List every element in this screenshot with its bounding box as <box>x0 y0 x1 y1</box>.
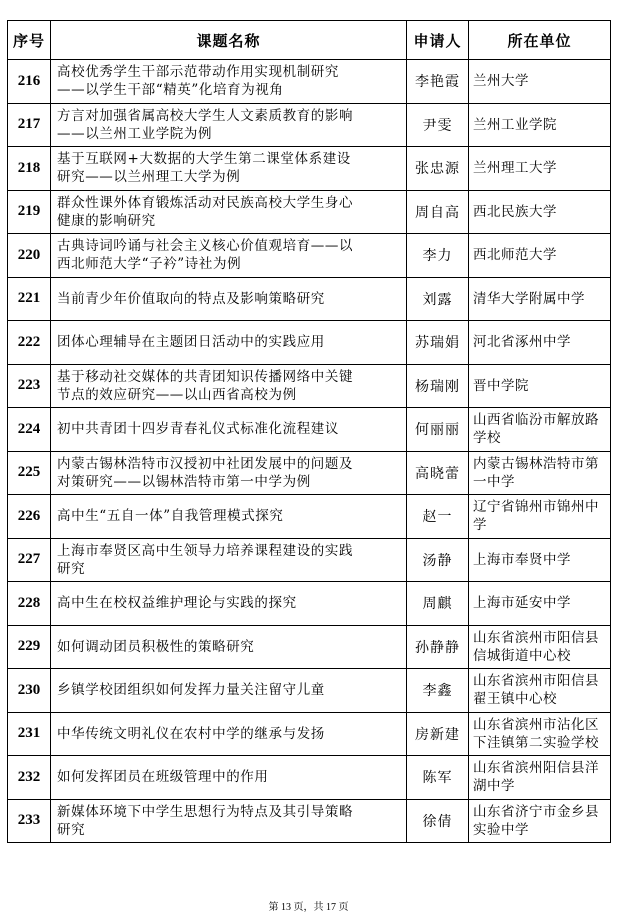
table-row <box>8 712 611 756</box>
affiliation-unit: 上海市奉贤中学 <box>469 538 611 582</box>
affiliation-unit: 山东省滨州市阳信县信城街道中心校 <box>469 625 611 669</box>
applicant-name: 苏瑞娟 <box>407 321 469 365</box>
table-row <box>8 582 611 626</box>
row-number: 233 <box>8 799 51 843</box>
project-title-line: 如何发挥团员在班级管理中的作用 <box>57 769 269 786</box>
project-title-line: ——以学生干部“精英”化培育为视角 <box>57 82 284 99</box>
affiliation-unit: 兰州理工大学 <box>469 147 611 191</box>
project-title-line: 研究 <box>57 821 86 838</box>
row-number: 223 <box>8 364 51 408</box>
table-row <box>8 451 611 495</box>
affiliation-unit: 山东省济宁市金乡县实验中学 <box>469 799 611 843</box>
project-title-line: 内蒙古锡林浩特市汉授初中社团发展中的问题及 <box>57 455 354 472</box>
applicant-name: 赵一 <box>407 495 469 539</box>
project-title-line: 上海市奉贤区高中生领导力培养课程建设的实践 <box>57 542 354 559</box>
table-row <box>8 408 611 452</box>
affiliation-unit: 山东省滨州市阳信县翟王镇中心校 <box>469 669 611 713</box>
applicant-name: 孙静静 <box>407 625 469 669</box>
affiliation-unit: 晋中学院 <box>469 364 611 408</box>
project-title <box>51 582 407 626</box>
project-title-line: 当前青少年价值取向的特点及影响策略研究 <box>57 290 325 307</box>
project-title <box>51 364 407 408</box>
table-row <box>8 625 611 669</box>
row-number: 232 <box>8 756 51 800</box>
applicant-name: 房新建 <box>407 712 469 756</box>
applicant-name: 徐倩 <box>407 799 469 843</box>
project-title <box>51 451 407 495</box>
table-row <box>8 756 611 800</box>
applicant-name: 高晓蕾 <box>407 451 469 495</box>
table-row <box>8 799 611 843</box>
header-no: 序号 <box>8 21 51 60</box>
project-title <box>51 147 407 191</box>
row-number: 231 <box>8 712 51 756</box>
affiliation-unit: 西北民族大学 <box>469 190 611 234</box>
project-title-line: 高中生在校权益维护理论与实践的探究 <box>57 595 297 612</box>
affiliation-unit: 辽宁省锦州市锦州中学 <box>469 495 611 539</box>
applicant-name: 李力 <box>407 234 469 278</box>
applicant-name: 李艳霞 <box>407 60 469 104</box>
row-number: 226 <box>8 495 51 539</box>
project-title <box>51 625 407 669</box>
affiliation-unit: 兰州大学 <box>469 60 611 104</box>
header-applicant: 申请人 <box>407 21 469 60</box>
affiliation-unit: 内蒙古锡林浩特市第一中学 <box>469 451 611 495</box>
applicant-name: 刘露 <box>407 277 469 321</box>
table-row <box>8 321 611 365</box>
project-title <box>51 712 407 756</box>
project-title-line: 研究 <box>57 560 86 577</box>
affiliation-unit: 兰州工业学院 <box>469 103 611 147</box>
project-title <box>51 538 407 582</box>
affiliation-unit: 河北省涿州中学 <box>469 321 611 365</box>
project-title-line: 初中共青团十四岁青春礼仪式标准化流程建议 <box>57 421 339 438</box>
project-title-line: 古典诗词吟诵与社会主义核心价值观培育——以 <box>57 238 354 255</box>
row-number: 229 <box>8 625 51 669</box>
row-number: 217 <box>8 103 51 147</box>
project-title-line: 节点的效应研究——以山西省高校为例 <box>57 386 297 403</box>
project-title <box>51 408 407 452</box>
project-title-line: 团体心理辅导在主题团日活动中的实践应用 <box>57 334 325 351</box>
applicant-name: 杨瑞刚 <box>407 364 469 408</box>
project-title-line: 基于互联网+大数据的大学生第二课堂体系建设 <box>57 151 351 168</box>
applicant-name: 尹雯 <box>407 103 469 147</box>
affiliation-unit: 清华大学附属中学 <box>469 277 611 321</box>
table-row <box>8 364 611 408</box>
applicant-name: 李鑫 <box>407 669 469 713</box>
table-row <box>8 495 611 539</box>
project-title-line: 新媒体环境下中学生思想行为特点及其引导策略 <box>57 803 354 820</box>
project-title-line: 乡镇学校团组织如何发挥力量关注留守儿童 <box>57 682 325 699</box>
row-number: 221 <box>8 277 51 321</box>
table-row <box>8 277 611 321</box>
row-number: 218 <box>8 147 51 191</box>
affiliation-unit: 山东省滨州阳信县洋湖中学 <box>469 756 611 800</box>
project-title-line: 研究——以兰州理工大学为例 <box>57 169 241 186</box>
project-title-line: 高校优秀学生干部示范带动作用实现机制研究 <box>57 64 339 81</box>
row-number: 224 <box>8 408 51 452</box>
header-title: 课题名称 <box>51 21 407 60</box>
table-row <box>8 60 611 104</box>
affiliation-unit: 上海市延安中学 <box>469 582 611 626</box>
project-title-line: 基于移动社交媒体的共青团知识传播网络中关键 <box>57 368 354 385</box>
project-title-line: ——以兰州工业学院为例 <box>57 125 213 142</box>
project-table <box>7 20 611 843</box>
table-row <box>8 190 611 234</box>
project-title <box>51 321 407 365</box>
applicant-name: 周自高 <box>407 190 469 234</box>
applicant-name: 周麒 <box>407 582 469 626</box>
applicant-name: 张忠源 <box>407 147 469 191</box>
row-number: 230 <box>8 669 51 713</box>
table-row <box>8 234 611 278</box>
row-number: 220 <box>8 234 51 278</box>
row-number: 227 <box>8 538 51 582</box>
table-body <box>8 60 611 843</box>
project-title-line: 群众性课外体育锻炼活动对民族高校大学生身心 <box>57 194 354 211</box>
table-row <box>8 669 611 713</box>
project-title <box>51 234 407 278</box>
row-number: 222 <box>8 321 51 365</box>
row-number: 225 <box>8 451 51 495</box>
row-number: 216 <box>8 60 51 104</box>
project-title <box>51 799 407 843</box>
table-row <box>8 538 611 582</box>
project-title-line: 对策研究——以锡林浩特市第一中学为例 <box>57 473 311 490</box>
header-unit: 所在单位 <box>469 21 611 60</box>
affiliation-unit: 山东省滨州市沾化区下洼镇第二实验学校 <box>469 712 611 756</box>
project-title-line: 高中生“五自一体”自我管理模式探究 <box>57 508 284 525</box>
project-title <box>51 495 407 539</box>
project-title <box>51 60 407 104</box>
project-title-line: 中华传统文明礼仪在农村中学的继承与发扬 <box>57 725 325 742</box>
table-header-row <box>8 21 611 60</box>
row-number: 219 <box>8 190 51 234</box>
project-title-line: 西北师范大学“子衿”诗社为例 <box>57 256 242 273</box>
applicant-name: 陈军 <box>407 756 469 800</box>
page-footer: 第 13 页，共 17 页 <box>268 902 349 913</box>
project-title <box>51 103 407 147</box>
project-title <box>51 756 407 800</box>
project-title <box>51 190 407 234</box>
project-title <box>51 669 407 713</box>
row-number: 228 <box>8 582 51 626</box>
project-title-line: 方言对加强省属高校大学生人文素质教育的影响 <box>57 107 354 124</box>
affiliation-unit: 西北师范大学 <box>469 234 611 278</box>
project-title <box>51 277 407 321</box>
table-row <box>8 103 611 147</box>
applicant-name: 何丽丽 <box>407 408 469 452</box>
project-title-line: 如何调动团员积极性的策略研究 <box>57 638 255 655</box>
project-title-line: 健康的影响研究 <box>57 212 156 229</box>
applicant-name: 汤静 <box>407 538 469 582</box>
affiliation-unit: 山西省临汾市解放路学校 <box>469 408 611 452</box>
table-row <box>8 147 611 191</box>
